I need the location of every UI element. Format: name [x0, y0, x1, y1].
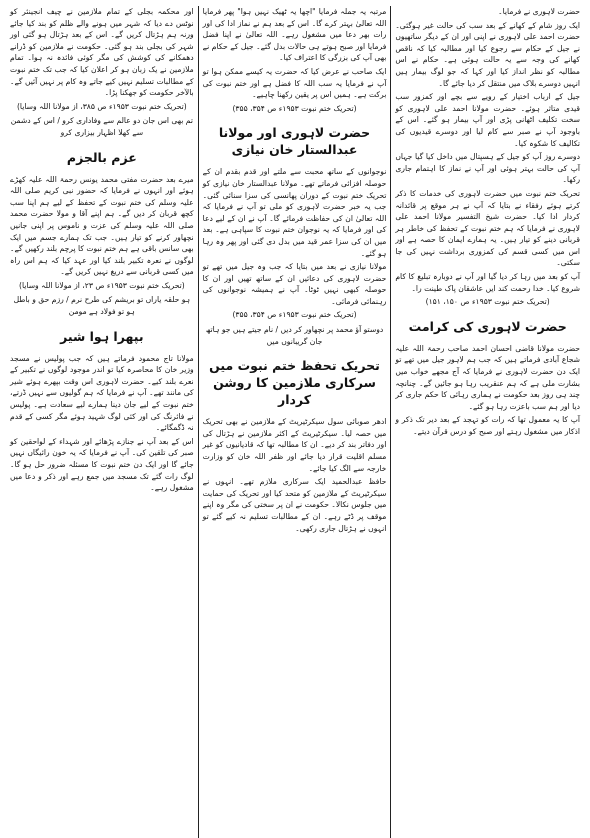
verse: دوستو آؤ محمد پر نچھاور کر دیں / نام جیتے ہیں جو ہاتھ جان گریبانوں میں [205, 325, 384, 346]
verse: ہو حلقہ یاراں تو بریشم کی طرح نرم / رزم حق و باطل ہو تو فولاد ہے مومن [13, 295, 191, 317]
paragraph: ادھر صوبائی سول سیکرٹیریٹ کے ملازمین نے بھی تحریک میں حصہ لیا۔ سیکرٹیریٹ کے اکثر ملازمین نے ہڑتال کی اور دفاتر بند کر دیے۔ ان کا مطالبہ تھا کہ قادیانیوں کو غیر مسلم اقلیت قرار دیا جائے اور ظفر اللہ خان کو وزارت خارجہ سے الگ کیا جائے۔ [202, 417, 387, 473]
column-right [391, 6, 584, 838]
paragraph: آپ کو بعد میں رہا کر دیا گیا اور آپ نے دوبارہ تبلیغ کا کام شروع کیا۔ خدا رحمت کند ایں عاشقان پاک طینت را۔ [395, 272, 580, 293]
paragraph: حضرت مولانا قاضی احسان احمد صاحب رحمۃ اللہ علیہ شجاع آبادی فرماتے ہیں کہ جب ہم لاہور جیل میں تھے تو ایک دن حضرت لاہوری نے فرمایا کہ آج مجھے خواب میں بشارت ملی ہے کہ ہم عنقریب رہا ہو جائیں گے۔ چنانچہ چند ہی روز بعد حکومت نے ہماری رہائی کا حکم جاری کر دیا اور ہم سب باعزت رہا ہو گئے۔ [395, 343, 580, 411]
verse: تم بھی اس جان دو عالم سے وفاداری کرو / اس کے دشمن سے کھلا اظہار بیزاری کرو [10, 116, 193, 137]
paragraph: حضرت لاہوری نے فرمایا۔ [498, 7, 580, 16]
column-left [6, 6, 199, 838]
paragraph: مولانا تاج محمود فرماتے ہیں کہ جب پولیس نے مسجد وزیر خان کا محاصرہ کیا تو اندر موجود لوگوں نے تکبیر کے نعرے بلند کیے۔ حضرت لاہوری اس وقت بپھرے ہوئے شیر کی مانند تھے۔ آپ نے فرمایا کہ ہم گولیوں سے نہیں ڈرتے، ختم نبوت کے لیے جان دینا ہمارے لیے سعادت ہے۔ پولیس نے فائرنگ کی اور کئی لوگ شہید ہوئے مگر کسی کے قدم نہ ڈگمگائے۔ [10, 353, 194, 433]
paragraph: دوسرے روز آپ کو جیل کے ہسپتال میں داخل کیا گیا جہاں آپ کی حالت بہتر ہوئی اور آپ نے نماز کا اہتمام جاری رکھا۔ [395, 152, 580, 185]
paragraph: نوجوانوں کے ساتھ محبت سے ملتے اور قدم بقدم ان کے حوصلہ افزائی فرماتے تھے۔ مولانا عبدالستار خان نیازی کو تحریک ختم نبوت کے دوران پھانسی کی سزا سنائی گئی۔ جب یہ خبر حضرت لاہوری کو ملی تو آپ نے فرمایا کہ اللہ تعالیٰ ان کی حفاظت فرمائے گا۔ آپ نے ان کے لیے دعا کی اور فرمایا کہ یہ نوجوان ختم نبوت کا سپاہی ہے۔ بعد میں ان کی سزا عمر قید میں بدل دی گئی اور پھر وہ رہا ہو گئے۔ [202, 167, 387, 258]
paragraph: آپ کا یہ معمول تھا کہ رات کو تہجد کے بعد دیر تک ذکر و اذکار میں مشغول رہتے اور صبح کو درس قرآن دیتے۔ [395, 415, 580, 436]
paragraph: ایک صاحب نے عرض کیا کہ حضرت یہ کیسے ممکن ہوا تو آپ نے فرمایا یہ سب اللہ کا فضل ہے اور ختم نبوت کی برکت ہے۔ ہمیں اس پر یقین رکھنا چاہیے۔ [202, 66, 387, 100]
section-heading: تحریک تحفظ ختم نبوت میں سرکاری ملازمین کا روشن کردار [209, 358, 380, 408]
column-middle [199, 6, 392, 838]
paragraph: مولانا نیازی نے بعد میں بتایا کہ جب وہ جیل میں تھے تو حضرت لاہوری کی دعائیں ان کے ساتھ تھیں اور ان کا حوصلہ کبھی نہیں ٹوٹا۔ آپ نے ہمیشہ نوجوانوں کی رہنمائی فرمائی۔ [202, 262, 387, 306]
paragraph: میرے بعد حضرت مفتی محمد یونس رحمۃ اللہ علیہ کھڑے ہوئے اور انہوں نے فرمایا کہ حضور نبی کریم صلی اللہ علیہ وسلم کی ختم نبوت کے تحفظ کے لیے ہم اپنا سب کچھ قربان کر دیں گے۔ ہم اپنے آقا و مولا حضرت محمد صلی اللہ علیہ وسلم کی عزت و ناموس پر اپنی جانیں نچھاور کرنے کو تیار ہیں۔ جب تک ہمارے جسم میں ایک بھی سانس باقی ہے ہم ختم نبوت کا پرچم بلند رکھیں گے۔ لوگوں نے نعرہ تکبیر بلند کیا اور عہد کیا کہ ہم اس راہ میں کسی قربانی سے دریغ نہیں کریں گے۔ [10, 174, 194, 277]
paragraph: ایک روز شام کے کھانے کے بعد سب کی حالت غیر ہوگئی۔ حضرت احمد علی لاہوری نے اپنی اور ان کے دیگر ساتھیوں نے جیل کے حکام سے رجوع کیا اور مطالبہ کیا کہ ناقص کھانے کی وجہ سے یہ حالت ہوئی ہے۔ حکام نے اس مطالبہ کو نظر انداز کیا اور کہا کہ جو لوگ بیمار ہیں انہیں دوسرے بلاک میں منتقل کر دیا جائے گا۔ [395, 20, 580, 88]
section-heading: حضرت لاہوری اور مولانا عبدالستار خان نیازی [218, 125, 371, 158]
section-heading: عزم بالجزم [66, 149, 137, 165]
section-heading: حضرت لاہوری کی کرامت [408, 318, 567, 334]
citation: (تحریک ختم نبوت ۱۹۵۳ء ص ۱۵۰، ۱۵۱) [425, 297, 550, 307]
paragraph: تحریک ختم نبوت میں حضرت لاہوری کی خدمات کا ذکر کرتے ہوئے رفقاء نے بتایا کہ آپ نے ہر موقع پر قائدانہ کردار ادا کیا۔ حضرت شیخ التفسیر مولانا احمد علی لاہوری نے فرمایا کہ ہم ختم نبوت کے تحفظ کی خاطر ہر قربانی دینے کو تیار ہیں۔ یہ ہمارے ایمان کا حصہ ہے اور اس میں کسی قسم کی کمزوری برداشت نہیں کی جا سکتی۔ [395, 188, 580, 268]
citation: (تحریک ختم نبوت ۱۹۵۳ء ص ۲۳، از مولانا اللہ وسایا) [18, 280, 185, 290]
citation: (تحریک ختم نبوت ۱۹۵۳ء ص ۳۵۴، ۳۵۵) [232, 103, 357, 113]
paragraph: جیل کے ارباب اختیار کے رویے سے بچے اور کمزور سب قیدی متاثر ہوئے۔ حضرت مولانا احمد علی لاہوری کو سخت تکلیف اٹھانی پڑی اور آپ بیمار ہو گئے۔ اس کے باوجود آپ نے صبر سے کام لیا اور دوسرے قیدیوں کی تکالیف کا شکوہ کیا۔ [395, 92, 580, 148]
paragraph: مرتبہ یہ جملہ فرمایا "اچھا یہ ٹھیک نہیں ہوا" پھر فرمایا اللہ تعالیٰ بہتر کرے گا۔ اس کے بعد ہم نے نماز ادا کی اور رات بھر دعا میں مشغول رہے۔ اللہ تعالیٰ نے اپنا فضل فرمایا اور صبح ہوتے ہی حالات بدل گئے۔ جیل کے حکام نے بھی آپ کی بزرگی کا اعتراف کیا۔ [202, 7, 387, 63]
citation: (تحریک ختم نبوت ۱۹۵۳ء ص ۳۵۴، ۳۵۵) [232, 310, 357, 320]
paragraph: اس کے بعد آپ نے جنازے پڑھائے اور شہداء کے لواحقین کو صبر کی تلقین کی۔ آپ نے فرمایا کہ یہ خون رائیگاں نہیں جائے گا اور ایک دن ختم نبوت کا مسئلہ ضرور حل ہو گا۔ لوگ رات گئے تک مسجد میں جمع رہے اور ذکر و دعا میں مشغول رہے۔ [10, 436, 194, 493]
paragraph: اور محکمہ بجلی کے تمام ملازمین نے چیف انجینئر کو نوٹس دے دیا کہ شہر میں ہونے والے ظلم کو بند کیا جائے ورنہ ہم ہڑتال کریں گے۔ اس کے بعد ہڑتال ہو گئی اور شہر کی بجلی بند ہو گئی۔ حکومت نے ملازمین کو ڈرانے دھمکانے کی کوشش کی مگر کوئی فائدہ نہ ہوا۔ تمام ملازمین نے یک زبان ہو کر اعلان کیا کہ جب تک ختم نبوت کے مطالبات تسلیم نہیں کیے جاتے وہ کام پر نہیں آئیں گے۔ بالآخر حکومت کو جھکنا پڑا۔ [10, 7, 194, 98]
citation: (تحریک ختم نبوت ۱۹۵۳ء ص ۳۸۵، از مولانا اللہ وسایا) [16, 101, 187, 111]
paragraph: حافظ عبدالحمید ایک سرکاری ملازم تھے۔ انہوں نے سیکرٹیریٹ کے ملازمین کو متحد کیا اور تحریک کی حمایت میں جلوس نکالا۔ حکومت نے ان پر سختی کی مگر وہ اپنے موقف پر ڈٹے رہے۔ ان کے مطالبات تسلیم نہ کیے گئے تو انہوں نے ہڑتال جاری رکھی۔ [202, 477, 387, 533]
section-heading: بپھرا ہوا شیر [60, 328, 144, 344]
